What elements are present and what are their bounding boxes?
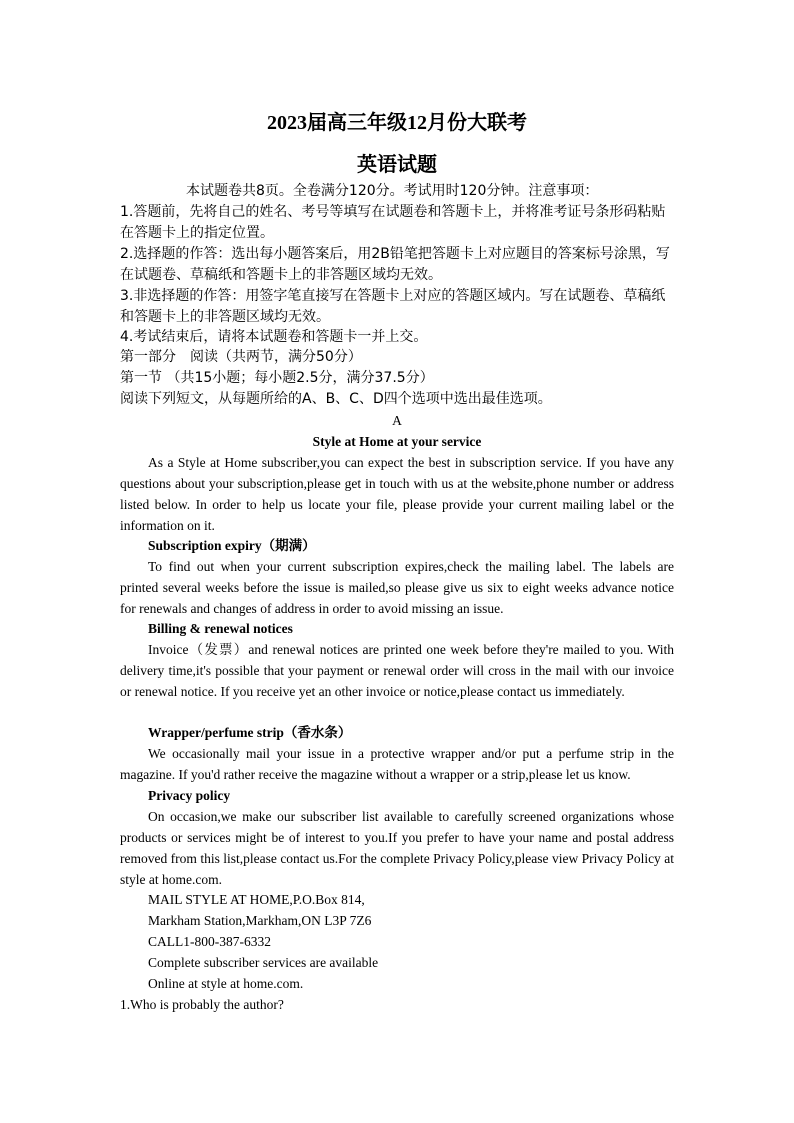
section-heading-billing: Billing & renewal notices [148,621,293,636]
passage-intro: As a Style at Home subscriber,you can expect the best in subscription service. If you have any questions about your subscription,please get in touch with us at the website,phone number or address listed below. In order to help us locate your file, please provide your current mailing label or the information on it. [120,455,674,533]
section-body-expiry: To find out when your current subscription expires,check the mailing label. The labels are printed several weeks before the issue is mailed,so please give us six to eight weeks advance notice for renewals and changes of address in order to avoid missing an issue. [120,559,674,616]
contact-line-1: MAIL STYLE AT HOME,P.O.Box 814, [148,892,365,907]
notice-item-4: 4.考试结束后，请将本试题卷和答题卡一并上交。 [120,329,428,345]
passage-title: Style at Home at your service [312,434,482,449]
section-heading-privacy: Privacy policy [148,788,231,803]
section-heading-expiry: Subscription expiry（期满） [148,538,316,553]
section-body-billing: Invoice（发票）and renewal notices are printed one week before they're mailed to you. With delivery time,it's possible that your payment or renewal order will cross in the mail with our invoice or renewal notice. If you receive yet an other invoice or notice,please contact us immediately. [120,642,674,699]
contact-line-5: Online at style at home.com. [148,976,304,991]
contact-line-3: CALL1-800-387-6332 [148,934,271,949]
reading-instructions: 阅读下列短文，从每题所给的A、B、C、D四个选项中选出最佳选项。 [120,391,552,407]
notice-item-2: 2.选择题的作答：选出每小题答案后，用2B铅笔把答题卡上对应题目的答案标号涂黑，写在试题卷、草稿纸和答题卡上的非答题区域均无效。 [120,246,670,283]
contact-line-2: Markham Station,Markham,ON L3P 7Z6 [148,913,372,928]
section-one-heading: 第一节 （共15小题；每小题2.5分，满分37.5分） [120,370,434,386]
notice-intro: 本试题卷共8页。全卷满分120分。考试用时120分钟。注意事项： [186,183,599,199]
contact-line-4: Complete subscriber services are available [148,955,379,970]
notice-item-1: 1.答题前，先将自己的姓名、考号等填写在试题卷和答题卡上，并将准考证号条形码粘贴在答题卡上的指定位置。 [120,204,666,241]
question-1: 1.Who is probably the author? [120,997,284,1012]
notice-item-3: 3.非选择题的作答：用签字笔直接写在答题卡上对应的答题区域内。写在试题卷、草稿纸和答题卡上的非答题区域均无效。 [120,288,666,325]
subject-title: 英语试题 [357,154,437,176]
exam-title: 2023届高三年级12月份大联考 [267,112,527,134]
section-body-wrapper: We occasionally mail your issue in a protective wrapper and/or put a perfume strip in the magazine. If you'd rather receive the magazine without a wrapper or a strip,please let us know. [120,746,674,782]
passage-label: A [392,413,402,428]
section-body-privacy: On occasion,we make our subscriber list available to carefully screened organizations whose products or services might be of interest to you.If you prefer to have your name and postal address removed from this list,please contact us.For the complete Privacy Policy,please view Privacy Policy at style at home.com. [120,809,674,887]
part-one-heading: 第一部分 阅读（共两节，满分50分） [120,349,362,365]
section-heading-wrapper: Wrapper/perfume strip（香水条） [148,725,352,740]
